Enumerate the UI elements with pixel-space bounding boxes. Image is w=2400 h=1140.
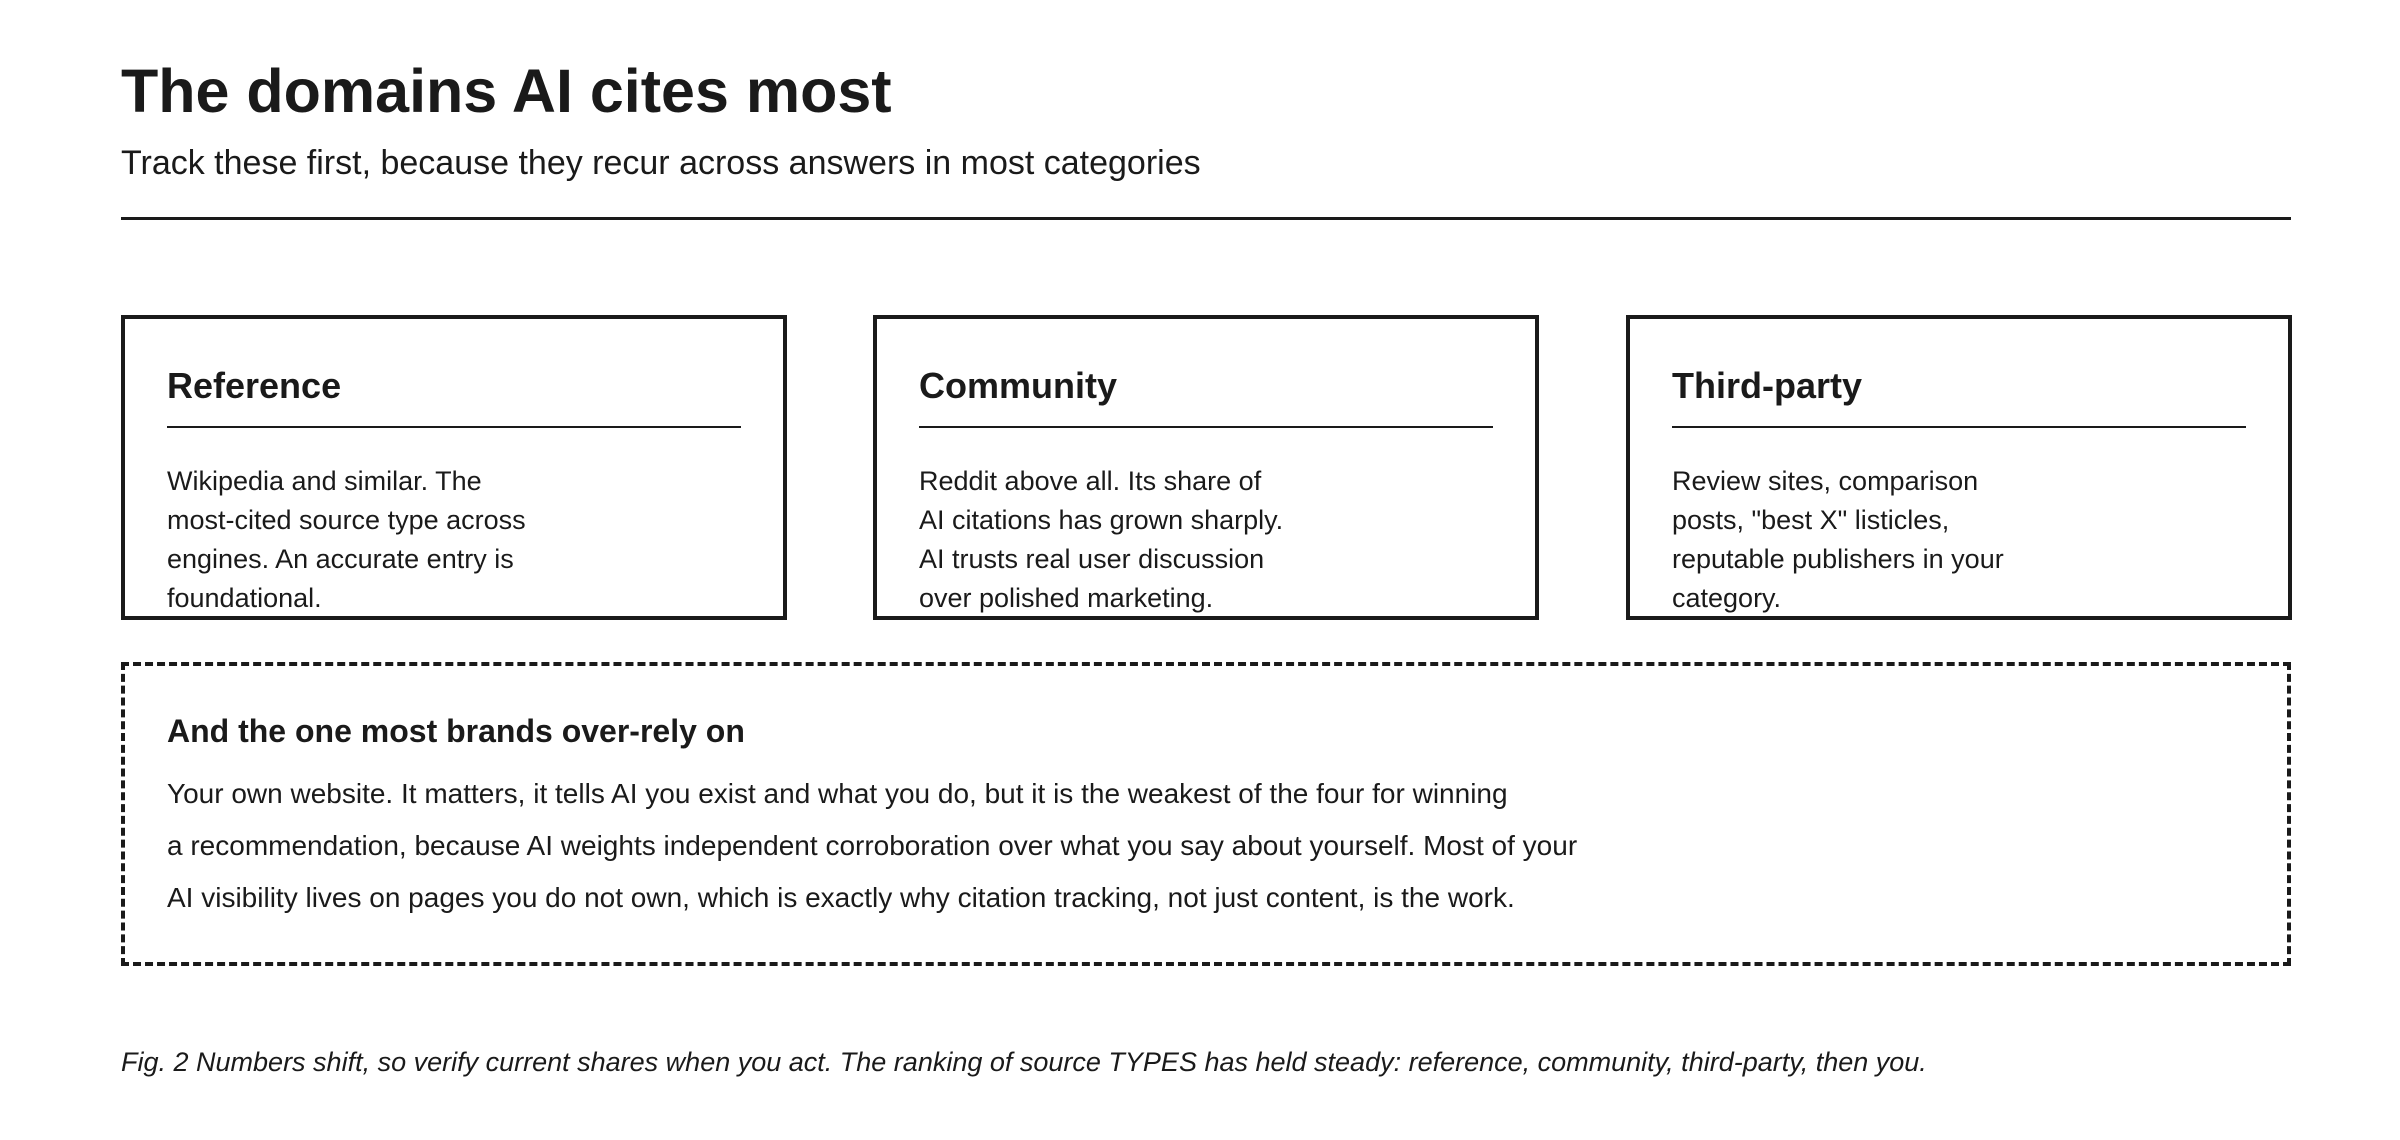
card-body: Reddit above all. Its share of AI citations has grown sharply. AI trusts real user discussion over polished marketing. — [919, 466, 1284, 613]
card-community — [873, 315, 1539, 620]
card-divider — [167, 426, 741, 428]
own-website-callout — [121, 662, 2291, 966]
callout-body: Your own website. It matters, it tells AI you exist and what you do, but it is the weakest of the four for winning a recommendation, because AI weights independent corroboration over what you say about yourself. Most of your AI visibility lives on pages you do not own, which is exactly why citation tracking, not just content, is the work. — [167, 778, 1578, 913]
card-body: Wikipedia and similar. The most-cited source type across engines. An accurate entry is foundational. — [167, 466, 526, 613]
page-title: The domains AI cites most — [121, 57, 892, 125]
card-heading: Community — [919, 365, 1117, 406]
card-divider — [919, 426, 1493, 428]
header-divider — [121, 217, 2291, 220]
card-third-party — [1626, 315, 2292, 620]
figure-caption: Fig. 2 Numbers shift, so verify current shares when you act. The ranking of source TYPES has held steady: reference, community, third-party, then you. — [121, 1047, 1927, 1077]
card-heading: Reference — [167, 365, 342, 406]
card-heading: Third-party — [1672, 365, 1863, 406]
page-subtitle: Track these first, because they recur across answers in most categories — [121, 144, 1201, 182]
card-reference — [121, 315, 787, 620]
card-body: Review sites, comparison posts, "best X" listicles, reputable publishers in your category. — [1672, 466, 2004, 613]
callout-heading: And the one most brands over-rely on — [167, 713, 745, 749]
card-divider — [1672, 426, 2246, 428]
